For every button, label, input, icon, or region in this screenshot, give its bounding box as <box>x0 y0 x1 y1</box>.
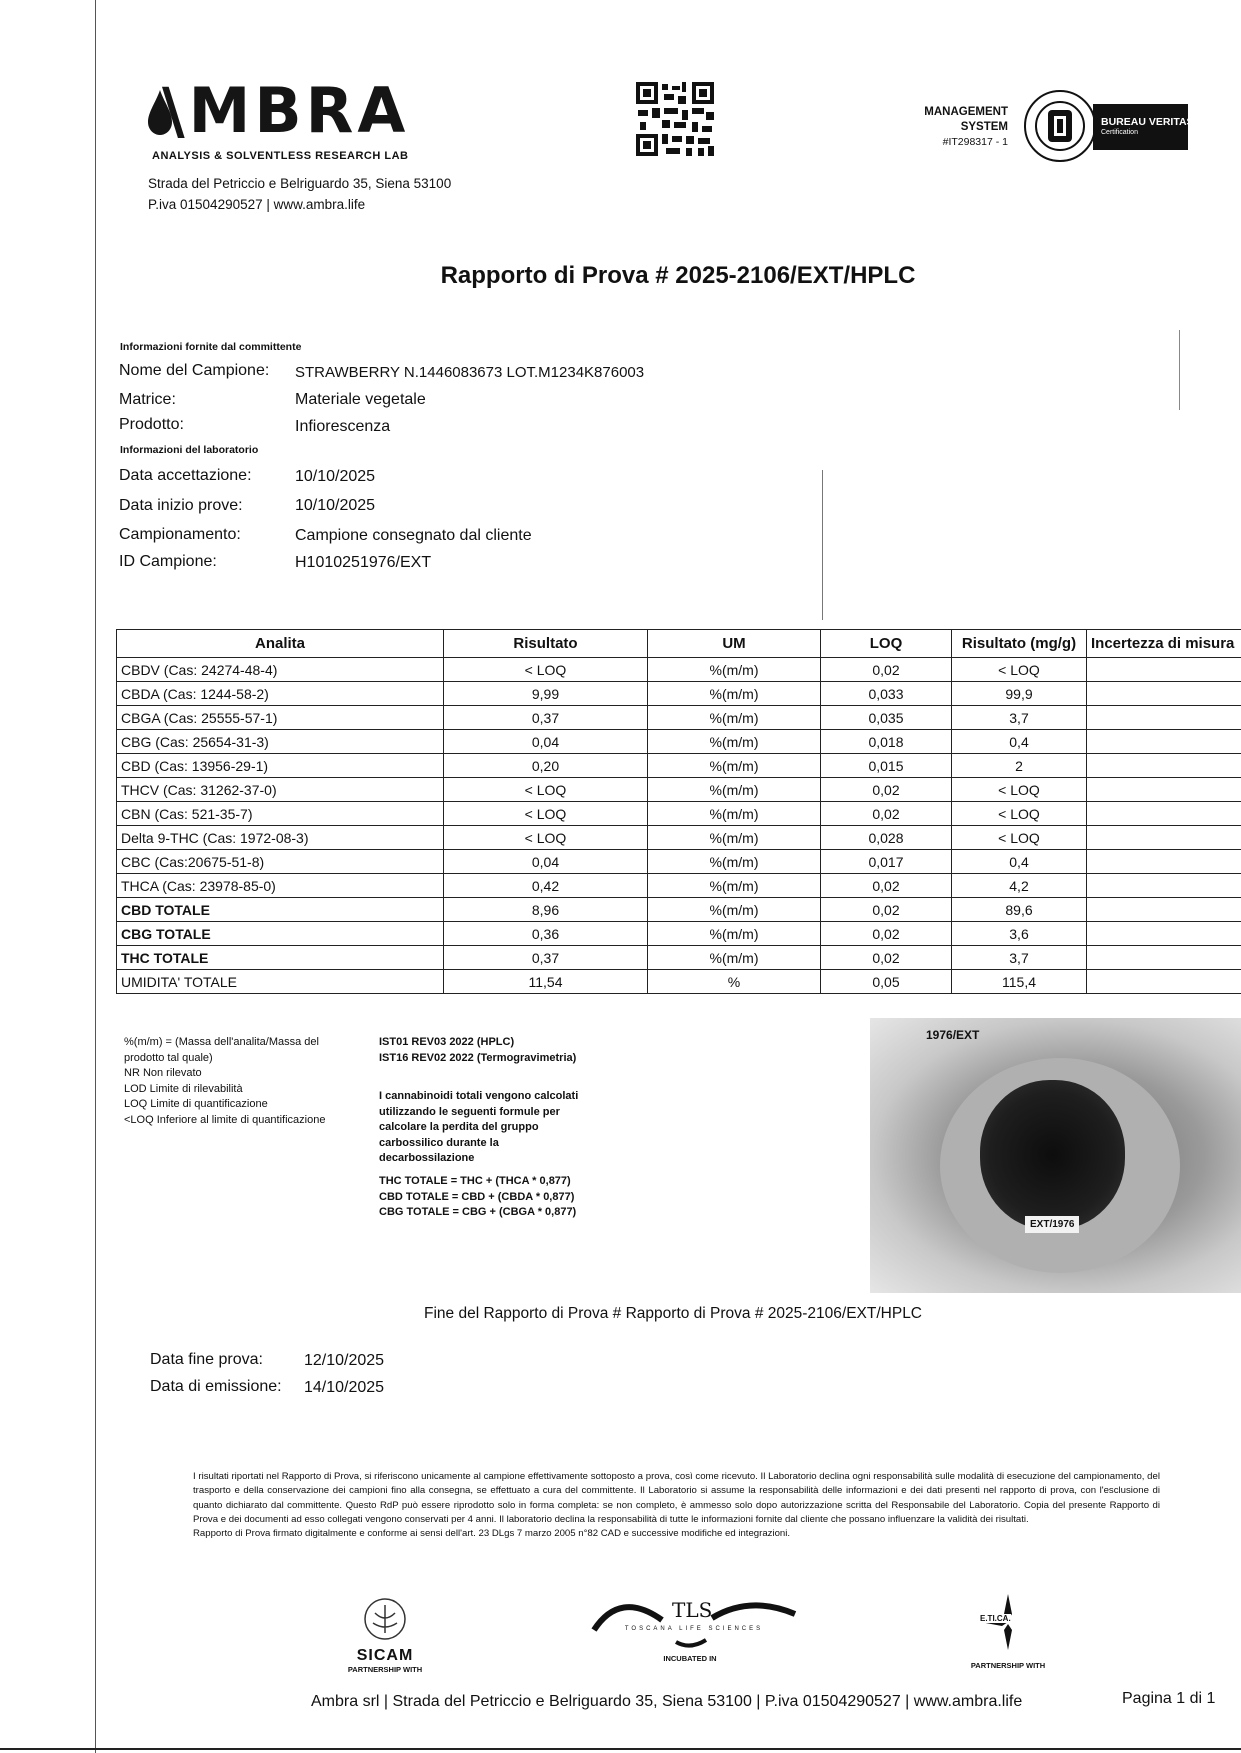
analita-cell: THC TOTALE <box>117 946 444 970</box>
info-value: Infiorescenza <box>295 418 391 435</box>
bureau-veritas-seal <box>1023 88 1098 164</box>
photo-tag: EXT/1976 <box>1025 1216 1079 1233</box>
sample-bud <box>980 1080 1125 1230</box>
sicam-name: SICAM <box>356 1647 414 1664</box>
date-key: Data fine prova: <box>150 1351 263 1368</box>
tls-logo <box>590 1590 800 1663</box>
uncertainty-cell <box>1087 850 1241 874</box>
info-value: Materiale vegetale <box>295 391 426 408</box>
info-key: Campionamento: <box>119 526 241 543</box>
etica-name: E.TI.CA. <box>980 1614 1011 1623</box>
column-header: UM <box>648 630 821 658</box>
info-key: Prodotto: <box>119 416 184 433</box>
footer-text: Ambra srl | Strada del Petriccio e Belriguardo 35, Siena 53100 | P.iva 01504290527 | www.ambra.life <box>311 1693 1023 1710</box>
column-header: LOQ <box>821 630 952 658</box>
uncertainty-cell <box>1087 898 1241 922</box>
table-row <box>117 850 1241 874</box>
unit-cell: %(m/m) <box>648 874 821 898</box>
table-row <box>117 706 1241 730</box>
disclaimer-text: I risultati riportati nel Rapporto di Prova, si riferiscono unicamente al campione effettivamente sottoposto a prova, così come ricevuto. Il Laboratorio declina ogni responsabilità sulle modalità di esecuzione del campionamento, del trasporto e della conservazione dei campioni fino alla consegna, se effettuato a cura del committente. Il Laboratorio si assume la responsabilità delle informazioni e dei dati presenti nel rapporto di prova, con l'esclusione di quanto dichiarato dal committente. Questo RdP può essere riprodotto solo in forma completa: se non completo, è ammesso solo dopo autorizzazione scritta del Responsabile del Laboratorio. Copia del presente Rapporto di Prova e dei documenti ad esso collegati vengono conservati per 4 anni. Il laboratorio declina la responsabilità di tutte le informazioni fornite dal cliente che possano influenzare la validità dei risultati. <box>193 1471 1160 1525</box>
loq-cell: 0,02 <box>821 898 952 922</box>
bv-sub: Certification <box>1101 129 1138 136</box>
analita-cell: CBD TOTALE <box>117 898 444 922</box>
cert-line: SYSTEM <box>960 121 1008 133</box>
loq-cell: 0,02 <box>821 778 952 802</box>
result-mg-cell: < LOQ <box>952 826 1087 850</box>
analita-cell: CBC (Cas:20675-51-8) <box>117 850 444 874</box>
unit-cell: % <box>648 970 821 994</box>
table-header-row <box>117 630 1241 658</box>
lab-section-label: Informazioni del laboratorio <box>120 444 259 456</box>
logo-text: \MBRA <box>162 74 410 147</box>
result-cell: 0,42 <box>444 874 648 898</box>
formulas <box>379 1174 576 1221</box>
result-mg-cell: 0,4 <box>952 730 1087 754</box>
sample-photo <box>870 1018 1241 1293</box>
uncertainty-cell <box>1087 778 1241 802</box>
analita-cell: CBG TOTALE <box>117 922 444 946</box>
loq-cell: 0,02 <box>821 922 952 946</box>
result-mg-cell: < LOQ <box>952 802 1087 826</box>
uncertainty-cell <box>1087 754 1241 778</box>
uncertainty-cell <box>1087 826 1241 850</box>
cert-text <box>900 105 1008 150</box>
loq-cell: 0,018 <box>821 730 952 754</box>
result-cell: 0,04 <box>444 850 648 874</box>
unit-cell: %(m/m) <box>648 850 821 874</box>
loq-cell: 0,02 <box>821 874 952 898</box>
etica-logo <box>968 1592 1048 1670</box>
legend-line: NR Non rilevato <box>124 1067 202 1079</box>
loq-cell: 0,033 <box>821 682 952 706</box>
uncertainty-cell <box>1087 730 1241 754</box>
cert-number: #IT298317 - 1 <box>942 136 1008 148</box>
analita-cell: THCV (Cas: 31262-37-0) <box>117 778 444 802</box>
formula-intro-line: utilizzando le seguenti formule per <box>379 1105 560 1118</box>
table-row <box>117 802 1241 826</box>
loq-cell: 0,035 <box>821 706 952 730</box>
loq-cell: 0,05 <box>821 970 952 994</box>
result-cell: 0,04 <box>444 730 648 754</box>
table-row <box>117 754 1241 778</box>
result-mg-cell: 3,6 <box>952 922 1087 946</box>
address-line: P.iva 01504290527 | www.ambra.life <box>148 197 366 212</box>
info-key: Matrice: <box>119 391 176 408</box>
table-row <box>117 658 1241 682</box>
lab-address <box>148 173 451 215</box>
analita-cell: CBG (Cas: 25654-31-3) <box>117 730 444 754</box>
unit-cell: %(m/m) <box>648 682 821 706</box>
sicam-logo <box>345 1597 425 1674</box>
method-line: IST16 REV02 2022 (Termogravimetria) <box>379 1051 577 1064</box>
unit-cell: %(m/m) <box>648 826 821 850</box>
result-cell: < LOQ <box>444 778 648 802</box>
legend-line: <LOQ Inferiore al limite di quantificazione <box>124 1113 326 1126</box>
info-value: Campione consegnato dal cliente <box>295 527 532 544</box>
methods <box>379 1035 576 1066</box>
uncertainty-cell <box>1087 922 1241 946</box>
table-row <box>117 898 1241 922</box>
info-value: 10/10/2025 <box>295 497 376 514</box>
result-cell: 0,37 <box>444 946 648 970</box>
legend-line: prodotto tal quale) <box>124 1051 213 1064</box>
result-mg-cell: 115,4 <box>952 970 1087 994</box>
result-mg-cell: 4,2 <box>952 874 1087 898</box>
result-cell: 0,36 <box>444 922 648 946</box>
unit-cell: %(m/m) <box>648 706 821 730</box>
logo-subtitle: ANALYSIS & SOLVENTLESS RESEARCH LAB <box>152 150 409 162</box>
partner-caption: INCUBATED IN <box>663 1654 717 1663</box>
table-row <box>117 730 1241 754</box>
result-cell: 11,54 <box>444 970 648 994</box>
unit-cell: %(m/m) <box>648 802 821 826</box>
qr-code <box>636 82 714 156</box>
results-table <box>116 629 1241 994</box>
result-mg-cell: 0,4 <box>952 850 1087 874</box>
scan-mark <box>822 470 823 620</box>
info-key: Data inizio prove: <box>119 497 243 514</box>
cert-line: MANAGEMENT <box>924 106 1008 118</box>
loq-cell: 0,02 <box>821 946 952 970</box>
unit-cell: %(m/m) <box>648 730 821 754</box>
formulas-intro <box>379 1089 578 1167</box>
result-cell: 9,99 <box>444 682 648 706</box>
analita-cell: THCA (Cas: 23978-85-0) <box>117 874 444 898</box>
result-mg-cell: 99,9 <box>952 682 1087 706</box>
loq-cell: 0,02 <box>821 658 952 682</box>
result-mg-cell: 3,7 <box>952 706 1087 730</box>
table-row <box>117 778 1241 802</box>
loq-cell: 0,015 <box>821 754 952 778</box>
info-key: Nome del Campione: <box>119 362 270 379</box>
analita-cell: CBDA (Cas: 1244-58-2) <box>117 682 444 706</box>
table-row <box>117 970 1241 994</box>
column-header: Incertezza di misura <box>1087 630 1241 658</box>
date-key: Data di emissione: <box>150 1378 282 1395</box>
table-row <box>117 826 1241 850</box>
scan-mark <box>1179 330 1180 410</box>
unit-cell: %(m/m) <box>648 898 821 922</box>
sample-id: H1010251976/EXT <box>295 554 432 571</box>
info-key: Data accettazione: <box>119 467 252 484</box>
uncertainty-cell <box>1087 946 1241 970</box>
formula-intro-line: I cannabinoidi totali vengono calcolati <box>379 1090 579 1102</box>
result-cell: 0,37 <box>444 706 648 730</box>
disclaimer <box>193 1470 1160 1541</box>
uncertainty-cell <box>1087 682 1241 706</box>
table-row <box>117 946 1241 970</box>
legend-line: LOD Limite di rilevabilità <box>124 1082 243 1095</box>
analita-cell: CBGA (Cas: 25555-57-1) <box>117 706 444 730</box>
partner-caption: PARTNERSHIP WITH <box>347 1665 423 1674</box>
formula-intro-line: calcolare la perdita del gruppo <box>379 1121 539 1133</box>
partner-caption: PARTNERSHIP WITH <box>970 1661 1046 1670</box>
info-value: 10/10/2025 <box>295 468 376 485</box>
unit-cell: %(m/m) <box>648 754 821 778</box>
bv-name: BUREAU VERITAS <box>1101 116 1194 128</box>
analita-cell: Delta 9-THC (Cas: 1972-08-3) <box>117 826 444 850</box>
result-mg-cell: 2 <box>952 754 1087 778</box>
date-value: 14/10/2025 <box>304 1379 385 1396</box>
formula-line: CBG TOTALE = CBG + (CBGA * 0,877) <box>379 1206 577 1218</box>
results-table-wrap <box>116 629 1241 994</box>
disclaimer-signature: Rapporto di Prova firmato digitalmente e conforme ai sensi dell'art. 23 DLgs 7 marzo 2005 n°82 CAD e successive modifiche ed integrazioni. <box>193 1528 791 1540</box>
result-cell: 8,96 <box>444 898 648 922</box>
unit-cell: %(m/m) <box>648 658 821 682</box>
client-section-label: Informazioni fornite dal committente <box>120 341 302 353</box>
loq-cell: 0,017 <box>821 850 952 874</box>
legend <box>124 1035 374 1128</box>
scan-border-bottom <box>0 1748 1241 1750</box>
formula-intro-line: carbossilico durante la <box>379 1136 499 1149</box>
analita-cell: CBN (Cas: 521-35-7) <box>117 802 444 826</box>
result-mg-cell: < LOQ <box>952 658 1087 682</box>
uncertainty-cell <box>1087 658 1241 682</box>
sample-name: STRAWBERRY N.1446083673 LOT.M1234K876003 <box>295 364 645 381</box>
unit-cell: %(m/m) <box>648 946 821 970</box>
uncertainty-cell <box>1087 970 1241 994</box>
sicam-emblem-icon <box>345 1597 425 1642</box>
uncertainty-cell <box>1087 802 1241 826</box>
analita-cell: CBDV (Cas: 24274-48-4) <box>117 658 444 682</box>
formula-line: CBD TOTALE = CBD + (CBDA * 0,877) <box>379 1190 575 1203</box>
legend-line: LOQ Limite di quantificazione <box>124 1098 268 1110</box>
column-header: Risultato (mg/g) <box>952 630 1087 658</box>
photo-label: 1976/EXT <box>926 1028 980 1042</box>
table-row <box>117 874 1241 898</box>
loq-cell: 0,028 <box>821 826 952 850</box>
unit-cell: %(m/m) <box>648 778 821 802</box>
loq-cell: 0,02 <box>821 802 952 826</box>
result-cell: 0,20 <box>444 754 648 778</box>
formula-intro-line: decarbossilazione <box>379 1152 475 1164</box>
unit-cell: %(m/m) <box>648 922 821 946</box>
table-row <box>117 922 1241 946</box>
analita-cell: UMIDITA' TOTALE <box>117 970 444 994</box>
uncertainty-cell <box>1087 874 1241 898</box>
tls-name: TLS <box>672 1598 713 1622</box>
address-line: Strada del Petriccio e Belriguardo 35, Siena 53100 <box>148 176 452 191</box>
bureau-veritas-badge <box>1093 104 1194 150</box>
formula-line: THC TOTALE = THC + (THCA * 0,877) <box>379 1175 571 1187</box>
result-mg-cell: < LOQ <box>952 778 1087 802</box>
uncertainty-cell <box>1087 706 1241 730</box>
info-key: ID Campione: <box>119 553 217 570</box>
column-header: Analita <box>117 630 444 658</box>
analita-cell: CBD (Cas: 13956-29-1) <box>117 754 444 778</box>
column-header: Risultato <box>444 630 648 658</box>
result-mg-cell: 3,7 <box>952 946 1087 970</box>
result-cell: < LOQ <box>444 658 648 682</box>
result-cell: < LOQ <box>444 802 648 826</box>
report-title: Rapporto di Prova # 2025-2106/EXT/HPLC <box>440 262 916 289</box>
tls-sub: TOSCANA LIFE SCIENCES <box>624 1626 764 1632</box>
method-line: IST01 REV03 2022 (HPLC) <box>379 1036 515 1048</box>
date-value: 12/10/2025 <box>304 1352 385 1369</box>
table-row <box>117 682 1241 706</box>
result-mg-cell: 89,6 <box>952 898 1087 922</box>
page-number: Pagina 1 di 1 <box>1122 1690 1216 1707</box>
end-of-report: Fine del Rapporto di Prova # Rapporto di Prova # 2025-2106/EXT/HPLC <box>424 1305 923 1322</box>
result-cell: < LOQ <box>444 826 648 850</box>
legend-line: %(m/m) = (Massa dell'analita/Massa del <box>124 1036 319 1048</box>
